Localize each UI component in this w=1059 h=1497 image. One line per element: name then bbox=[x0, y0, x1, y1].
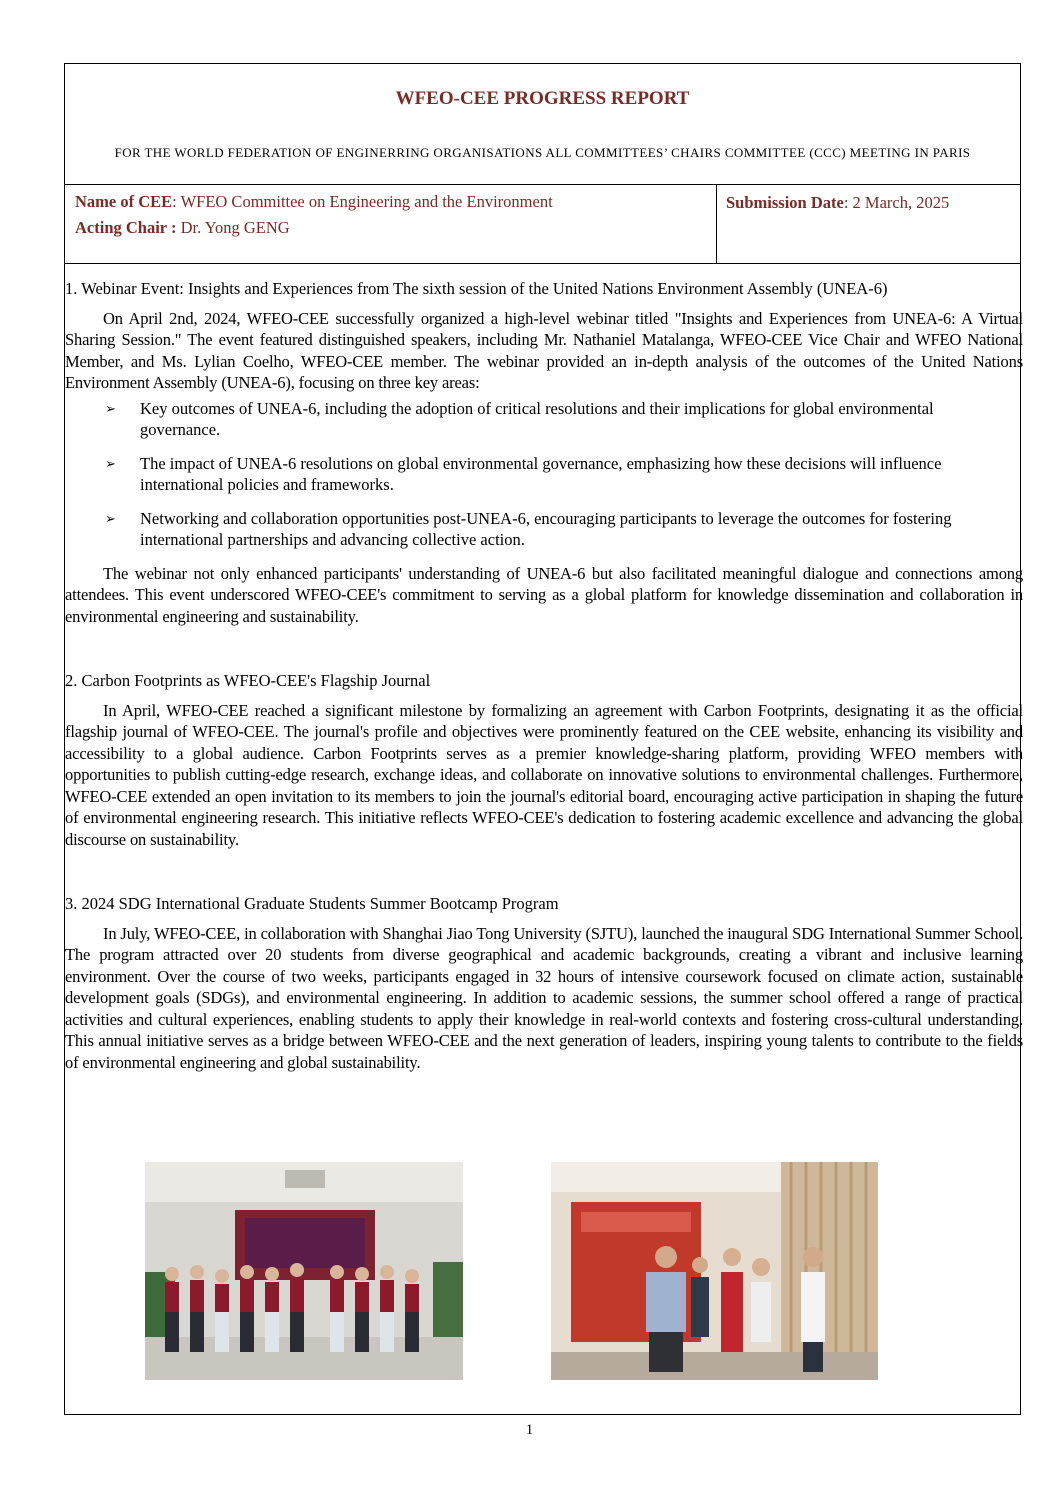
submission-date-label: Submission Date bbox=[726, 193, 844, 212]
submission-date-value: : 2 March, 2025 bbox=[843, 193, 950, 212]
acting-chair-value: Dr. Yong GENG bbox=[176, 218, 290, 237]
submission-date-line bbox=[726, 193, 949, 213]
section-1-bullets bbox=[65, 398, 1023, 551]
section-1-title: 1. Webinar Event: Insights and Experiences from The sixth session of the United Nations Environment Assembly (UNEA-6) bbox=[65, 279, 888, 298]
cee-name-line bbox=[75, 192, 553, 212]
cee-name-label: Name of CEE bbox=[75, 192, 173, 211]
arrow-bullet-icon: ➢ bbox=[105, 455, 116, 471]
group-photo bbox=[145, 1162, 463, 1380]
exhibition-photo bbox=[551, 1162, 878, 1380]
section-1-intro: On April 2nd, 2024, WFEO-CEE successfully organized a high-level webinar titled "Insights and Experiences from UNEA-6: A Virtual Sharing Session." The event featured distinguished speakers, including Mr. Nathaniel Matalanga, WFEO-CEE Vice Chair and WFEO National Member, and Ms. Lylian Coelho, WFEO-CEE member. The webinar provided an in-depth analysis of the outcomes of the United Nations Environment Assembly (UNEA-6), focusing on three key areas: bbox=[65, 308, 1023, 392]
report-header bbox=[65, 64, 1020, 185]
arrow-bullet-icon: ➢ bbox=[105, 400, 116, 416]
bullet-item bbox=[65, 453, 1023, 496]
report-frame bbox=[64, 63, 1021, 1415]
report-subtitle: FOR THE WORLD FEDERATION OF ENGINERRING ORGANISATIONS ALL COMMITTEES’ CHAIRS COMMITTEE (CCC) MEETING IN PARIS bbox=[114, 145, 971, 160]
report-title: WFEO-CEE PROGRESS REPORT bbox=[395, 88, 690, 109]
page-number: 1 bbox=[525, 1422, 534, 1438]
bullet-item bbox=[65, 508, 1023, 551]
section-3-title: 3. 2024 SDG International Graduate Students Summer Bootcamp Program bbox=[65, 894, 559, 913]
bullet-text: Networking and collaboration opportunities post-UNEA-6, encouraging participants to leverage the outcomes for fostering international partnerships and advancing collective action. bbox=[140, 508, 952, 549]
section-2-title: 2. Carbon Footprints as WFEO-CEE's Flagship Journal bbox=[65, 671, 431, 690]
photo-row bbox=[65, 1162, 1020, 1382]
bullet-text: The impact of UNEA-6 resolutions on global environmental governance, emphasizing how these decisions will influence international policies and frameworks. bbox=[140, 453, 942, 494]
acting-chair-line bbox=[75, 218, 290, 238]
exhibition-photo-image bbox=[551, 1162, 878, 1380]
section-2-text: In April, WFEO-CEE reached a significant milestone by formalizing an agreement with Carbon Footprints, designating it as the official flagship journal of WFEO-CEE. The journal's profile and objectives were prominently featured on the CEE website, enhancing its visibility and accessibility to a global audience. Carbon Footprints serves as a premier knowledge-sharing platform, providing WFEO members with opportunities to publish cutting-edge research, exchange ideas, and collaborate on innovative solutions to environmental challenges. Furthermore, WFEO-CEE extended an open invitation to its members to join the journal's editorial board, encouraging active participation in shaping the future of environmental engineering research. This initiative reflects WFEO-CEE's dedication to fostering academic excellence and advancing the global discourse on sustainability. bbox=[65, 700, 1023, 849]
arrow-bullet-icon: ➢ bbox=[105, 510, 116, 526]
acting-chair-label: Acting Chair : bbox=[75, 218, 177, 237]
bullet-item bbox=[65, 398, 1023, 441]
cee-name-value: : WFEO Committee on Engineering and the Environment bbox=[172, 192, 553, 211]
bullet-text: Key outcomes of UNEA-6, including the adoption of critical resolutions and their implications for global environmental governance. bbox=[140, 398, 934, 439]
section-1-outro: The webinar not only enhanced participants' understanding of UNEA-6 but also facilitated meaningful dialogue and connections among attendees. This event underscored WFEO-CEE's commitment to serving as a global platform for knowledge dissemination and collaboration in environmental engineering and sustainability. bbox=[65, 563, 1023, 626]
info-left-cell bbox=[65, 185, 717, 263]
report-body bbox=[65, 278, 1023, 1073]
group-photo-image bbox=[145, 1162, 463, 1380]
info-row bbox=[65, 185, 1020, 264]
section-3-text: In July, WFEO-CEE, in collaboration with Shanghai Jiao Tong University (SJTU), launched the inaugural SDG International Summer School. The program attracted over 20 students from diverse geographical and academic backgrounds, creating a vibrant and inclusive learning environment. Over the course of two weeks, participants engaged in 32 hours of intensive coursework focused on climate action, sustainable development goals (SDGs), and environmental engineering. In addition to academic sessions, the summer school offered a range of practical activities and cultural experiences, enabling students to apply their knowledge in real-world contexts and fostering cross-cultural understanding. This annual initiative serves as a bridge between WFEO-CEE and the next generation of leaders, inspiring young talents to contribute to the fields of environmental engineering and global sustainability. bbox=[65, 923, 1023, 1072]
